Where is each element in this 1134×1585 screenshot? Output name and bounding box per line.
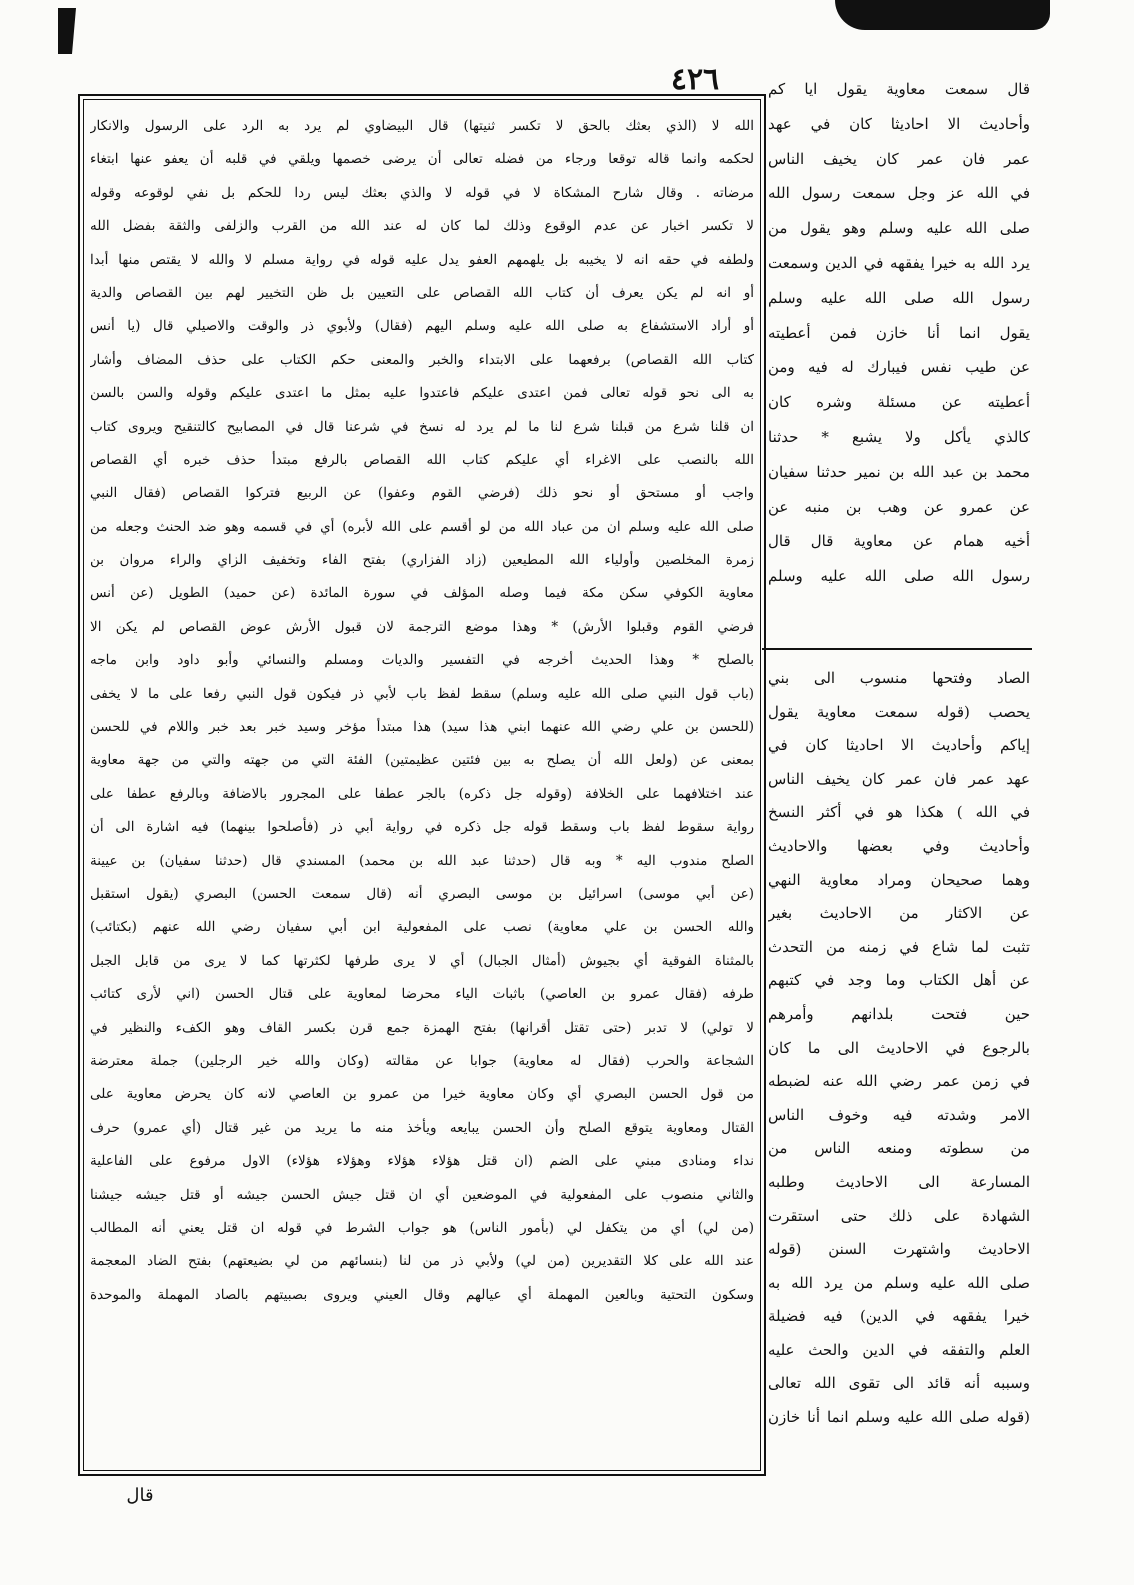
margin-lower-line: عن الاكثار من الاحاديث بغير [768,904,1030,923]
margin-lower-line: الشهادة على ذلك حتى استقرت [768,1206,1030,1225]
main-text-line: طرفه (فقال عمرو بن العاصي) باثبات الياء محرضا لمعاوية على قتال الحسن (اني لأرى كتائب [90,986,754,1003]
main-text-frame [78,94,766,1476]
margin-lower-line: صلى الله عليه وسلم من يرد الله به [768,1273,1030,1292]
main-text-line: الله بالنصب على الاغراء أي عليكم كتاب الله القصاص بالرفع مبتدأ حذف خبره أي القصاص [90,451,754,468]
margin-lower-line: في زمن عمر رضي الله عنه لضبطه [768,1072,1030,1091]
main-text-line: (من لي) أي من يتكفل لي (بأمور الناس) هو جواب الشرط في قوله ان قتل يعني أنه المطالب [90,1219,754,1236]
main-text-line: (للحسن بن علي رضي الله عنهما ابني هذا سيد) هذا مبتدأ مؤخر وسيد خبر بعد خبر واللام في للحسن [90,719,754,736]
main-text-line: لا تكسر اخبار عن عدم الوقوع وذلك لما كان له عند الله من القرب والزلفى والثقة بفضل الله [90,218,754,235]
margin-lower-line: الصاد وفتحها منسوب الى بني [768,669,1030,687]
main-text-line: ولطفه في حقه انه لا يخيبه بل يلهمهم العفو يدل عليه قوله في رواية مسلم لا والله لا يقتص منها أبدا [90,251,754,268]
main-text-line: عند اختلافهما على الخلافة (وقوله جل ذكره) بالجر عطفا على المجرور بالاضافة وبالرفع عطفا على [90,785,754,802]
main-text-line: لحكمه وانما قاله توقعا ورجاء من فضله تعالى أن يرضى خصمها ويلقي في قلبه أن يعفو عنها ابتغاء [90,151,754,168]
main-text-line: ان قلنا شرع من قبلنا شرع لنا ما لم يرد له نسخ في شرعنا قال في المصابيح كالتنقيح ويروى كتاب [90,418,754,435]
main-text-line: بمعنى عن (ولعل الله أن يصلح به بين فئتين عظيمتين) الفئة التي من جهته والتي من جهة معاوية [90,752,754,769]
margin-upper-line: قال سمعت معاوية يقول ايا كم [768,80,1030,98]
main-text-line: لا تولي) لا تدبر (حتى تقتل أقرانها) بفتح الهمزة جمع قرن بكسر القاف وهو الكفء والنظير في [90,1019,754,1036]
main-text-line: والثاني منصوب على المفعولية في الموضعين أي ان قتل جيش الحسن جيشه أو قتل جيشه جيشنا [90,1186,754,1203]
main-text-line: عند الله على كلا التقديرين (من لي) ولأبي ذر من لنا (بنسائهم من لي بضيعتهم) بفتح الضاد المعجمة [90,1253,754,1270]
main-text-line: والله الحسن بن علي معاوية) نصب على المفعولية ابن أبي سفيان رضي الله عنهم (بكتائب) [90,919,754,936]
margin-upper-line: محمد بن عبد الله بن نمير حدثنا سفيان [768,462,1030,481]
margin-divider-rule [762,648,1032,650]
margin-upper-line: رسول الله صلى الله عليه وسلم [768,288,1030,307]
margin-lower-line: وسببه أنه قائد الى تقوى الله تعالى [768,1374,1030,1393]
margin-upper-line: يرد الله به خيرا يفقهه في الدين وسمعت [768,253,1030,272]
main-text-line: (باب قول النبي صلى الله عليه وسلم) سقط لفظ باب لأبي ذر فيكون قول النبي رفعا على ما لا يخفى [90,685,754,702]
corner-ink-mark [58,8,76,54]
margin-upper-line: أعطيته عن مسئلة وشره كان [768,393,1030,412]
main-text-line: بالمثناة الفوقية أي بجيوش (أمثال الجبال) أي لا يرى طرفها لكثرتها كما لا يرى من قابل الجبل [90,952,754,969]
margin-upper-line: صلى الله عليه وسلم وهو يقول من [768,219,1030,238]
catchword: قال [126,1485,154,1506]
main-text-line: به الى نحو قوله تعالى فمن اعتدى عليكم فاعتدوا عليه بمثل ما اعتدى عليكم وقوله والسن بالسن [90,385,754,402]
margin-lower-line: في الله ) هكذا هو في أكثر النسخ [768,803,1030,822]
main-text-line: (عن أبي موسى) اسرائيل بن موسى البصري أنه (قال سمعت الحسن) البصري (يقول استقبل [90,885,754,902]
margin-lower-line: العلم والتفقه في الدين والحث عليه [768,1340,1030,1359]
main-text-line: مرضاته . وقال شارح المشكاة لا في قوله لا والذي بعثك ليس ردا للحكم بل نفي لوقوعه وقوله [90,184,754,201]
margin-lower-line: عن أهل الكتاب وما وجد في كتبهم [768,971,1030,990]
margin-upper-line: كالذي يأكل ولا يشبع * حدثنا [768,427,1030,446]
main-text-line: معاوية الكوفي سكن مكة فيما وصله المؤلف في سورة المائدة (عن حميد) الطويل (عن أنس [90,585,754,602]
margin-lower-line: خيرا يفقهه في الدين) فيه فضيلة [768,1307,1030,1326]
margin-lower-line: وأحاديث وفي بعضها والاحاديث [768,836,1030,855]
margin-text-upper [768,72,1030,632]
margin-upper-line: عن عمرو عن وهب بن منبه عن [768,497,1030,516]
main-text-line: صلى الله عليه وسلم ان من عباد الله من لو أقسم على الله لأبره) أي في قسمه وهو ضد الحنث وجعله من [90,518,754,535]
main-text-line: واجب أو مستحق أو نحو ذلك (فرضي القوم وعفوا) عن الربيع فتركوا القصاص (فقال النبي [90,485,754,502]
main-commentary-block [90,110,754,1464]
main-text-line: وسكون التحتية وبالعين المهملة أي عيالهم وقال العيني ويروى بصبيتهم بالصاد المهملة والموحدة [90,1286,754,1303]
margin-lower-line: من سطوته ومنعه الناس من [768,1139,1030,1158]
margin-upper-line: في الله عز وجل سمعت رسول الله [768,184,1030,203]
margin-lower-line: حين فتحت بلدانهم وأمرهم [768,1004,1030,1023]
margin-upper-line: وأحاديث الا احاديثا كان في عهد [768,114,1030,133]
margin-lower-line: إياكم وأحاديث الا احاديثا كان في [768,736,1030,755]
margin-upper-line: يقول انما أنا خازن فمن أعطيته [768,323,1030,342]
main-text-line: نداء ومنادى مبني على الضم (ان قتل هؤلاء هؤلاء وهؤلاء هؤلاء) الاول مرفوع على الفاعلية [90,1153,754,1170]
margin-lower-line: الاحاديث واشتهرت السنن (قوله [768,1240,1030,1259]
main-text-line: فرضي القوم وقبلوا الأرش) * وهذا موضع الترجمة لان قبول الأرش عوض القصاص لم يكن الا [90,618,754,635]
main-text-line: رواية سقوط لفظ باب وسقط قوله جل ذكره في رواية أبي ذر (فأصلحوا بينهما) فيه اشارة الى أن [90,819,754,836]
margin-lower-line: (قوله صلى الله عليه وسلم انما أنا خازن [768,1408,1030,1427]
main-text-line: زمرة المخلصين وأولياء الله المطيعين (زاد الفزاري) بفتح الفاء وتخفيف الزاي والراء مروان بن [90,552,754,569]
main-text-line: كتاب الله القصاص) برفعهما على الابتداء والخبر والمعنى حكم الكتاب على حذف المضاف وأشار [90,351,754,368]
main-text-line: أو انه لم يكن يعرف أن كتاب الله القصاص على التعيين بل ظن التخيير لهم بين القصاص والدية [90,284,754,301]
margin-upper-line: رسول الله صلى الله عليه وسلم [768,567,1030,586]
margin-lower-line: الامر وشدته فيه وخوف الناس [768,1105,1030,1124]
page-number: ٤٢٦ [670,62,720,97]
main-text-line: أو أراد الاستشفاع به صلى الله عليه وسلم اليهم (فقال) ولأبوي ذر والوقت والاصيلي قال (يا أنس [90,318,754,335]
margin-lower-line: وهما صحيحان ومراد معاوية النهي [768,870,1030,889]
margin-lower-line: تثبت لما شاع في زمنه من التحدث [768,937,1030,956]
top-ink-smudge [835,0,1050,30]
main-text-line: بالصلح * وهذا الحديث أخرجه في التفسير والديات ومسلم والنسائي وأبو داود وابن ماجه [90,652,754,669]
main-text-line: الله لا (الذي بعثك بالحق لا تكسر ثنيتها) قال البيضاوي لم يرد به الرد على الرسول والانكار [90,118,754,134]
main-text-line: الشجاعة والحرب (فقال له معاوية) جوابا عن مقالته (وكان والله خير الرجلين) جملة معترضة [90,1052,754,1069]
main-text-line: من قول الحسن البصري أي وكان معاوية خيرا من عمرو بن العاصي لانه كان يحرض معاوية على [90,1086,754,1103]
margin-text-lower [768,662,1030,1542]
margin-upper-line: عن طيب نفس فيبارك له فيه ومن [768,358,1030,377]
margin-lower-line: المسارعة الى الاحاديث وطلبه [768,1172,1030,1191]
main-text-line: الصلح مندوب اليه * وبه قال (حدثنا عبد الله بن محمد) المسندي قال (حدثنا سفيان) بن عيينة [90,852,754,869]
margin-lower-line: عهد عمر فان عمر كان يخيف الناس [768,769,1030,788]
margin-upper-line: عمر فان عمر كان يخيف الناس [768,149,1030,168]
margin-upper-line: أخيه همام عن معاوية قال قال [768,532,1030,551]
margin-lower-line: بالرجوع في الاحاديث الى ما كان [768,1038,1030,1057]
main-text-line: القتال ومعاوية يتوقع الصلح وأن الحسن يبايعه ويأخذ منه ما يريد من غير قتال (أي عمرو) حرف [90,1119,754,1136]
margin-lower-line: يحصب (قوله سمعت معاوية يقول [768,702,1030,721]
